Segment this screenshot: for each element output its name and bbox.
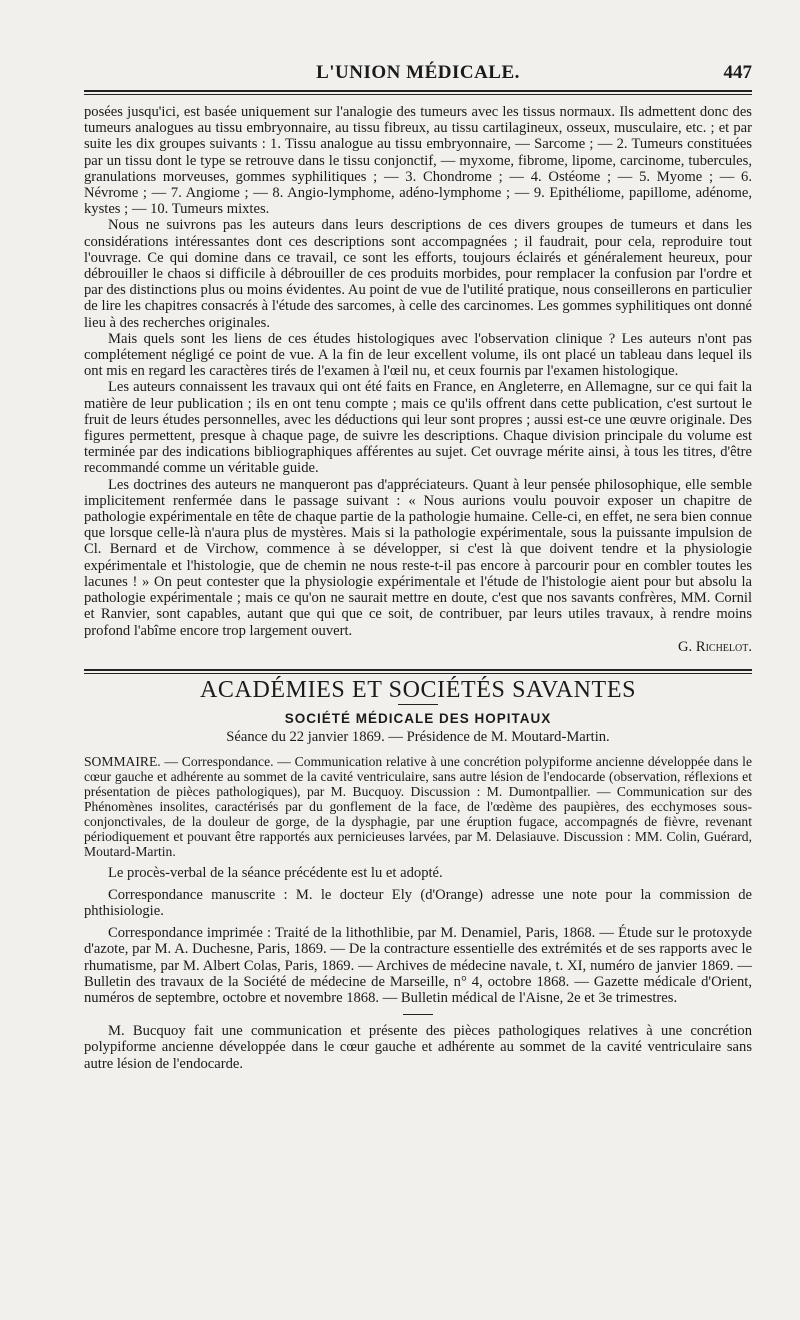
society-title: SOCIÉTÉ MÉDICALE DES HOPITAUX — [284, 711, 552, 727]
article-body — [84, 104, 752, 1072]
running-title: L'UNION MÉDICALE. — [316, 62, 520, 83]
section-title: ACADÉMIES ET SOCIÉTÉS SAVANTES — [199, 676, 637, 703]
title-divider — [398, 704, 438, 705]
paragraph-doctrines: Les doctrines des auteurs ne manqueront pas d'appréciateurs. Quant à leur pensée philosophique, elle semble implicitement renfermée dans le passage suivant : « Nous aurions voulu pouvoir exposer un chapitre de pathologie expérimentale en tête de chaque partie de la pathologie humaine. Celle-ci, en effet, ne sera bien connue que lorsque celle-là n'aura plus de mystères. Mais si la pathologie expérimentale, sous la puissante impulsion de Cl. Bernard et de Virchow, commence à se développer, si c'est là que doivent tendre et la physiologie expérimentale et l'histologie, que de chemin ne nous reste-t-il pas encore à parcourir pour en combler toutes les lacunes ! » On peut contester que la physiologie expérimentale et l'étude de l'histologie aient pour but absolu la pathologie expérimentale ; mais ce qu'on ne saurait mettre en doute, c'est que nos savants confrères, MM. Cornil et Ranvier, sont capables, autant que qui que ce soit, de contribuer, par leurs utiles travaux, à rendre moins profond l'abîme encore trop largement ouvert. — [84, 476, 752, 639]
printed-correspondence: Correspondance imprimée : Traité de la lithothlibie, par M. Denamiel, Paris, 1868. — Étude sur le protoxyde d'azote, par M. A. Duchesne, Paris, 1869. — De la contracture essentielle des extrémités et de ses rapports avec le rhumatisme, par M. Albert Colas, Paris, 1869. — Archives de médecine navale, t. XI, numéro de janvier 1869. — Bulletin des travaux de la Société de médecine de Marseille, n° 4, octobre 1868. — Gazette médicale d'Orient, numéros de septembre, octobre et novembre 1868. — Bulletin médical de l'Aisne, 2e et 3e trimestres. — [84, 925, 752, 1006]
paragraph-tumour-groups: posées jusqu'ici, est basée uniquement sur l'analogie des tumeurs avec les tissus normaux. Ils admettent donc des tumeurs analogues au tissu embryonnaire, au tissu fibreux, au tissu cartilagineux, osseux, musculaire, etc. ; et par suite les dix groupes suivants : 1. Tissu analogue au tissu embryonnaire, — Sarcome ; — 2. Tumeurs constituées par un tissu dont le type se retrouve dans le tissu conjonctif, — myxome, fibrome, lipome, carcinome, tubercules, granulations morveuses, gommes syphilitiques ; — 3. Chondrome ; — 4. Ostéome ; — 5. Myome ; — 6. Névrome ; — 7. Angiome ; — 8. Angio-lymphome, adéno-lymphome ; — 9. Epithéliome, papillome, adénome, kystes ; — 10. Tumeurs mixtes. — [84, 104, 752, 218]
paragraph-descriptions: Nous ne suivrons pas les auteurs dans leurs descriptions de ces divers groupes de tumeurs et dans les considérations intéressantes dont ces descriptions sont accompagnées ; il faudrait, pour cela, reproduire tout l'ouvrage. Ce qui domine dans ce travail, ce sont les efforts, toujours éclairés et généralement heureux, pour débrouiller le chaos si difficile à débrouiller de ces produits morbides, pour remplacer la confusion par l'ordre et par des distinctions plus ou moins évidentes. Au point de vue de l'utilité pratique, nous conseillerons en particulier de lire les chapitres consacrés à l'étude des sarcomes, à celle des carcinomes. Les gommes syphilitiques ont donné lieu à des recherches originales. — [84, 217, 752, 331]
signature: G. Richelot. — [678, 638, 752, 655]
section-rule — [84, 669, 752, 674]
bucquoy-communication: M. Bucquoy fait une communication et présente des pièces pathologiques relatives à une concrétion polypiforme ancienne développée dans le cœur gauche et adhérente au sommet de la cavité ventriculaire sans autre lésion de l'endocarde. — [84, 1023, 752, 1072]
paragraph-authors: Les auteurs connaissent les travaux qui ont été faits en France, en Angleterre, en Allemagne, sur ce qui fait la matière de leur publication ; ils en ont tenu compte ; mais ce qu'ils offrent dans cette publication, c'est surtout le fruit de leurs études personnelles, avec les déductions qui leur sont propres ; aussi est-ce une œuvre originale. Des figures permettent, presque à chaque page, de suivre les descriptions. Chaque division principale du volume est terminée par des indications bibliographiques afférentes au sujet. Cet ouvrage mérite ainsi, à tous les titres, d'être recommandé comme un véritable guide. — [84, 379, 752, 477]
running-head — [84, 62, 752, 86]
paragraph-divider — [403, 1014, 433, 1015]
session-summary: SOMMAIRE. — Correspondance. — Communication relative à une concrétion polypiforme ancienne développée dans le cœur gauche et adhérente au sommet de la cavité ventriculaire, sans autre lésion de l'endocarde (observation, réflexions et présentation de pièces pathologiques), par M. Bucquoy. Discussion : M. Dumontpallier. — Communication sur des Phénomènes insolites, caractérisés par du gonflement de la face, de l'œdème des paupières, des ecchymoses sous-conjonctivales, de la douleur de gorge, de la dysphagie, par une éruption fugace, accompagnés de fièvre, revenant périodiquement et pouvant être rapportés aux pernicieuses larvées, par M. Delasiauve. Discussion : MM. Colin, Guérard, Moutard-Martin. — [84, 753, 752, 859]
paragraph-clinical: Mais quels sont les liens de ces études histologiques avec l'observation clinique ? Les auteurs n'ont pas complétement négligé ce point de vue. A la fin de leur excellent volume, ils ont placé un tableau dans lequel ils ont mis en regard les caractères tirés de l'examen à l'œil nu, et ceux fournis par l'examen histologique. — [84, 330, 752, 380]
manuscript-correspondence: Correspondance manuscrite : M. le docteur Ely (d'Orange) adresse une note pour la commission de phthisiologie. — [84, 886, 752, 919]
minutes-adopted: Le procès-verbal de la séance précédente est lu et adopté. — [108, 864, 443, 881]
page-number: 447 — [723, 62, 752, 83]
session-line: Séance du 22 janvier 1869. — Présidence de M. Moutard-Martin. — [226, 729, 610, 746]
header-rule — [84, 90, 752, 95]
